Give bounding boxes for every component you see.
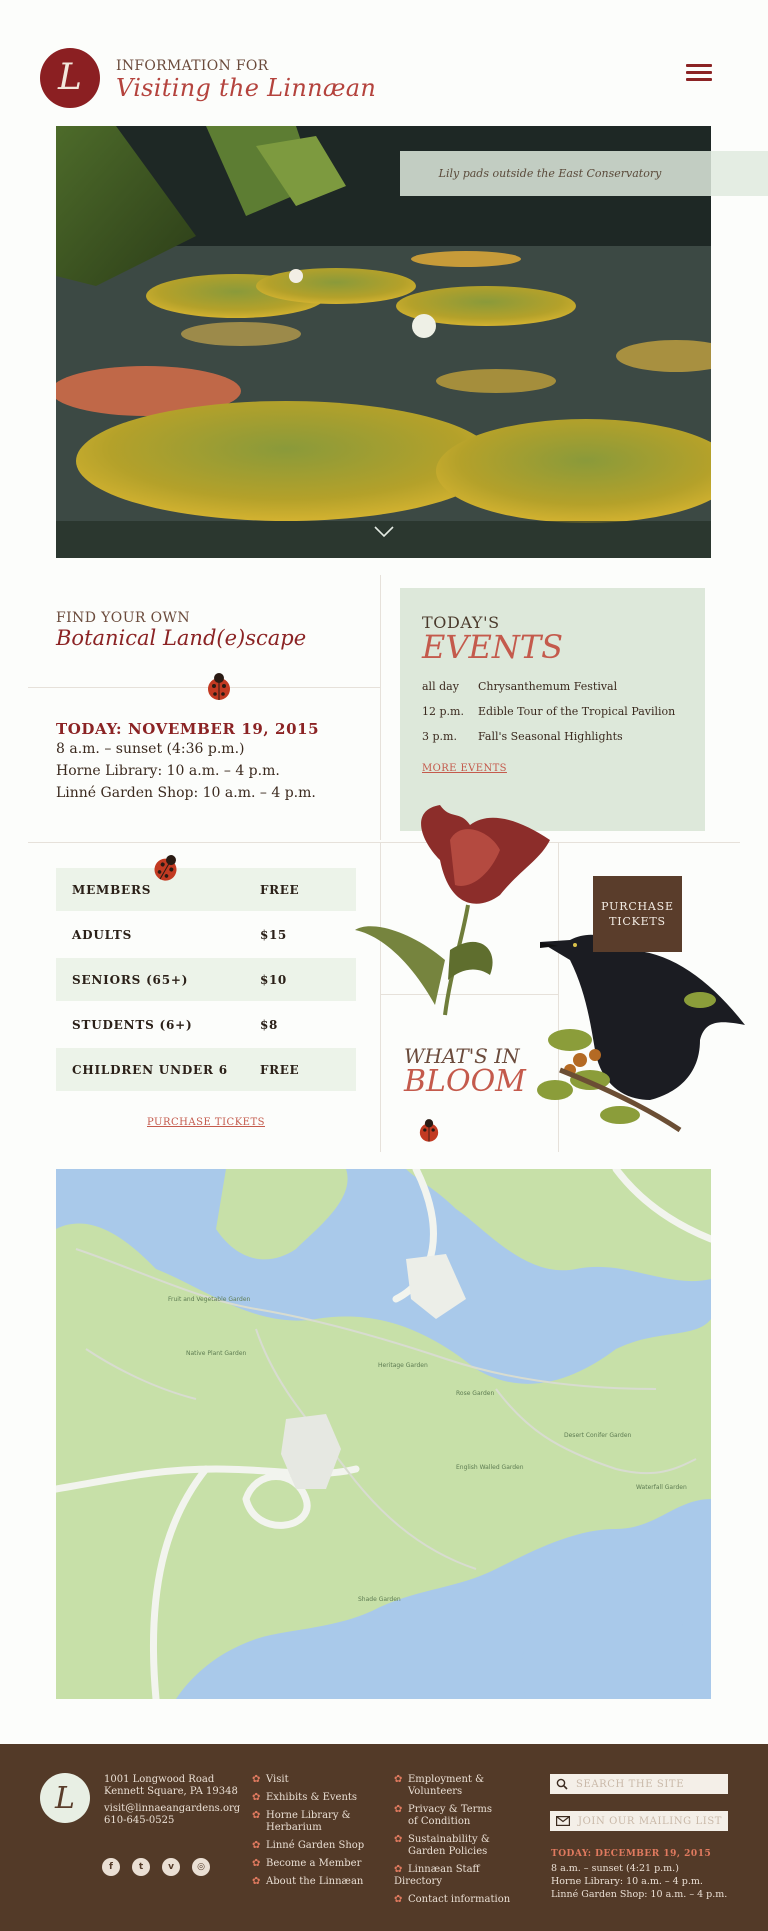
price-label: STUDENTS (6+) <box>72 1017 193 1032</box>
price-value: $15 <box>260 927 287 942</box>
social-links <box>102 1858 210 1876</box>
hours-line: 8 a.m. – sunset (4:36 p.m.) <box>56 741 245 757</box>
address-line: Kennett Square, PA 19348 <box>104 1786 238 1797</box>
bloom-subtitle: WHAT'S IN <box>404 1044 520 1068</box>
price-row <box>56 1003 356 1046</box>
flower-bullet-icon: ✿ <box>394 1834 403 1845</box>
footer-link[interactable]: ✿ Horne Library & Herbarium <box>252 1810 351 1833</box>
footer-link[interactable]: ✿ Visit <box>252 1774 289 1785</box>
map-label: Shade Garden <box>358 1596 401 1603</box>
footer-link[interactable]: ✿ Employment & Volunteers <box>394 1774 484 1797</box>
hours-line: Horne Library: 10 a.m. – 4 p.m. <box>56 763 280 779</box>
menu-bar-icon <box>686 64 712 67</box>
site-footer <box>0 1744 768 1931</box>
flower-bullet-icon: ✿ <box>252 1792 261 1803</box>
more-events-link[interactable]: MORE EVENTS <box>422 763 507 774</box>
landscape-title: Botanical Land(e)scape <box>56 626 307 650</box>
footer-hours-line: 8 a.m. – sunset (4:21 p.m.) <box>551 1863 679 1874</box>
price-label: CHILDREN UNDER 6 <box>72 1062 228 1077</box>
price-value: $10 <box>260 972 287 987</box>
purchase-tickets-link[interactable]: PURCHASE TICKETS <box>147 1117 265 1128</box>
envelope-icon <box>556 1816 570 1826</box>
garden-map[interactable] <box>56 1169 711 1699</box>
twitter-icon[interactable]: t <box>132 1858 150 1876</box>
events-subtitle: TODAY'S <box>422 613 500 632</box>
facebook-icon[interactable]: f <box>102 1858 120 1876</box>
logo-letter: L <box>58 57 82 98</box>
flower-bullet-icon: ✿ <box>252 1840 261 1851</box>
flower-bullet-icon: ✿ <box>252 1810 261 1821</box>
ladybug-icon <box>204 668 234 704</box>
linnaean-logo[interactable] <box>40 48 100 108</box>
price-label: MEMBERS <box>72 882 152 897</box>
map-label: Fruit and Vegetable Garden <box>168 1296 251 1303</box>
hours-line: Linné Garden Shop: 10 a.m. – 4 p.m. <box>56 785 316 801</box>
map-label: Rose Garden <box>456 1390 495 1397</box>
footer-link[interactable]: ✿ Contact information <box>394 1894 511 1905</box>
map-label: Native Plant Garden <box>186 1350 247 1357</box>
event-time: 12 p.m. <box>422 705 464 718</box>
footer-link[interactable]: ✿ Exhibits & Events <box>252 1792 358 1803</box>
mailing-list-input[interactable] <box>550 1811 728 1831</box>
event-name[interactable]: Fall's Seasonal Highlights <box>478 730 623 743</box>
price-value: FREE <box>260 1062 300 1077</box>
footer-hours-line: Linné Garden Shop: 10 a.m. – 4 p.m. <box>551 1889 728 1900</box>
crow-illustration <box>530 920 750 1140</box>
flower-bullet-icon: ✿ <box>394 1774 403 1785</box>
price-row <box>56 868 356 911</box>
footer-logo[interactable] <box>40 1773 90 1823</box>
menu-bar-icon <box>686 71 712 74</box>
price-row <box>56 1048 356 1091</box>
footer-link[interactable]: ✿ About the Linnæan <box>252 1876 364 1887</box>
phone-number: 610-645-0525 <box>104 1815 175 1826</box>
price-value: $8 <box>260 1017 278 1032</box>
map-label: English Walled Garden <box>456 1464 524 1471</box>
price-row <box>56 913 356 956</box>
footer-link[interactable]: ✿ Privacy & Terms of Condition <box>394 1804 493 1827</box>
email-link[interactable]: visit@linnaeangardens.org <box>104 1803 241 1814</box>
search-icon <box>556 1778 568 1790</box>
search-input[interactable] <box>550 1774 728 1794</box>
ladybug-icon <box>152 849 182 885</box>
map-graphic <box>56 1169 711 1699</box>
footer-link[interactable]: ✿ Linnæan Staff Directory <box>394 1864 480 1887</box>
footer-links-col1 <box>252 1774 372 1894</box>
footer-link[interactable]: ✿ Linné Garden Shop <box>252 1840 365 1851</box>
map-label: Waterfall Garden <box>636 1484 687 1491</box>
flower-bullet-icon: ✿ <box>394 1864 403 1875</box>
landscape-subtitle: FIND YOUR OWN <box>56 610 190 626</box>
event-time: 3 p.m. <box>422 730 457 743</box>
button-label: TICKETS <box>609 915 666 928</box>
flower-bullet-icon: ✿ <box>252 1858 261 1869</box>
page-title: Visiting the Linnæan <box>116 74 377 102</box>
price-value: FREE <box>260 882 300 897</box>
event-time: all day <box>422 680 459 693</box>
logo-letter: L <box>55 1780 75 1816</box>
button-label: PURCHASE <box>601 899 674 913</box>
price-label: SENIORS (65+) <box>72 972 189 987</box>
ladybug-icon <box>414 1115 444 1145</box>
price-label: ADULTS <box>72 927 133 942</box>
today-date: TODAY: NOVEMBER 19, 2015 <box>56 720 320 738</box>
hero-caption: Lily pads outside the East Conservatory <box>438 167 662 180</box>
instagram-icon[interactable]: ◎ <box>192 1858 210 1876</box>
event-name[interactable]: Chrysanthemum Festival <box>478 680 618 693</box>
events-title: EVENTS <box>422 628 564 666</box>
flower-bullet-icon: ✿ <box>394 1894 403 1905</box>
header-subtitle: INFORMATION FOR <box>116 58 269 74</box>
footer-link[interactable]: ✿ Become a Member <box>252 1858 362 1869</box>
footer-today-date: TODAY: DECEMBER 19, 2015 <box>551 1849 712 1859</box>
footer-hours-line: Horne Library: 10 a.m. – 4 p.m. <box>551 1876 703 1887</box>
bloom-title: BLOOM <box>404 1064 526 1099</box>
map-label: Desert Conifer Garden <box>564 1432 632 1439</box>
hamburger-menu-button[interactable] <box>686 64 712 84</box>
footer-links-col2 <box>394 1774 524 1912</box>
price-row <box>56 958 356 1001</box>
menu-bar-icon <box>686 78 712 81</box>
address-line: 1001 Longwood Road <box>104 1774 215 1785</box>
vimeo-icon[interactable]: v <box>162 1858 180 1876</box>
map-label: Heritage Garden <box>378 1362 428 1369</box>
flower-bullet-icon: ✿ <box>252 1876 261 1887</box>
footer-link[interactable]: ✿ Sustainability & Garden Policies <box>394 1834 490 1857</box>
flower-bullet-icon: ✿ <box>252 1774 261 1785</box>
event-name[interactable]: Edible Tour of the Tropical Pavilion <box>478 705 676 718</box>
purchase-tickets-button[interactable] <box>593 876 682 952</box>
mailing-placeholder: JOIN OUR MAILING LIST <box>578 1815 723 1827</box>
flower-bullet-icon: ✿ <box>394 1804 403 1815</box>
chevron-down-icon[interactable] <box>374 526 394 538</box>
search-placeholder: SEARCH THE SITE <box>576 1778 685 1790</box>
